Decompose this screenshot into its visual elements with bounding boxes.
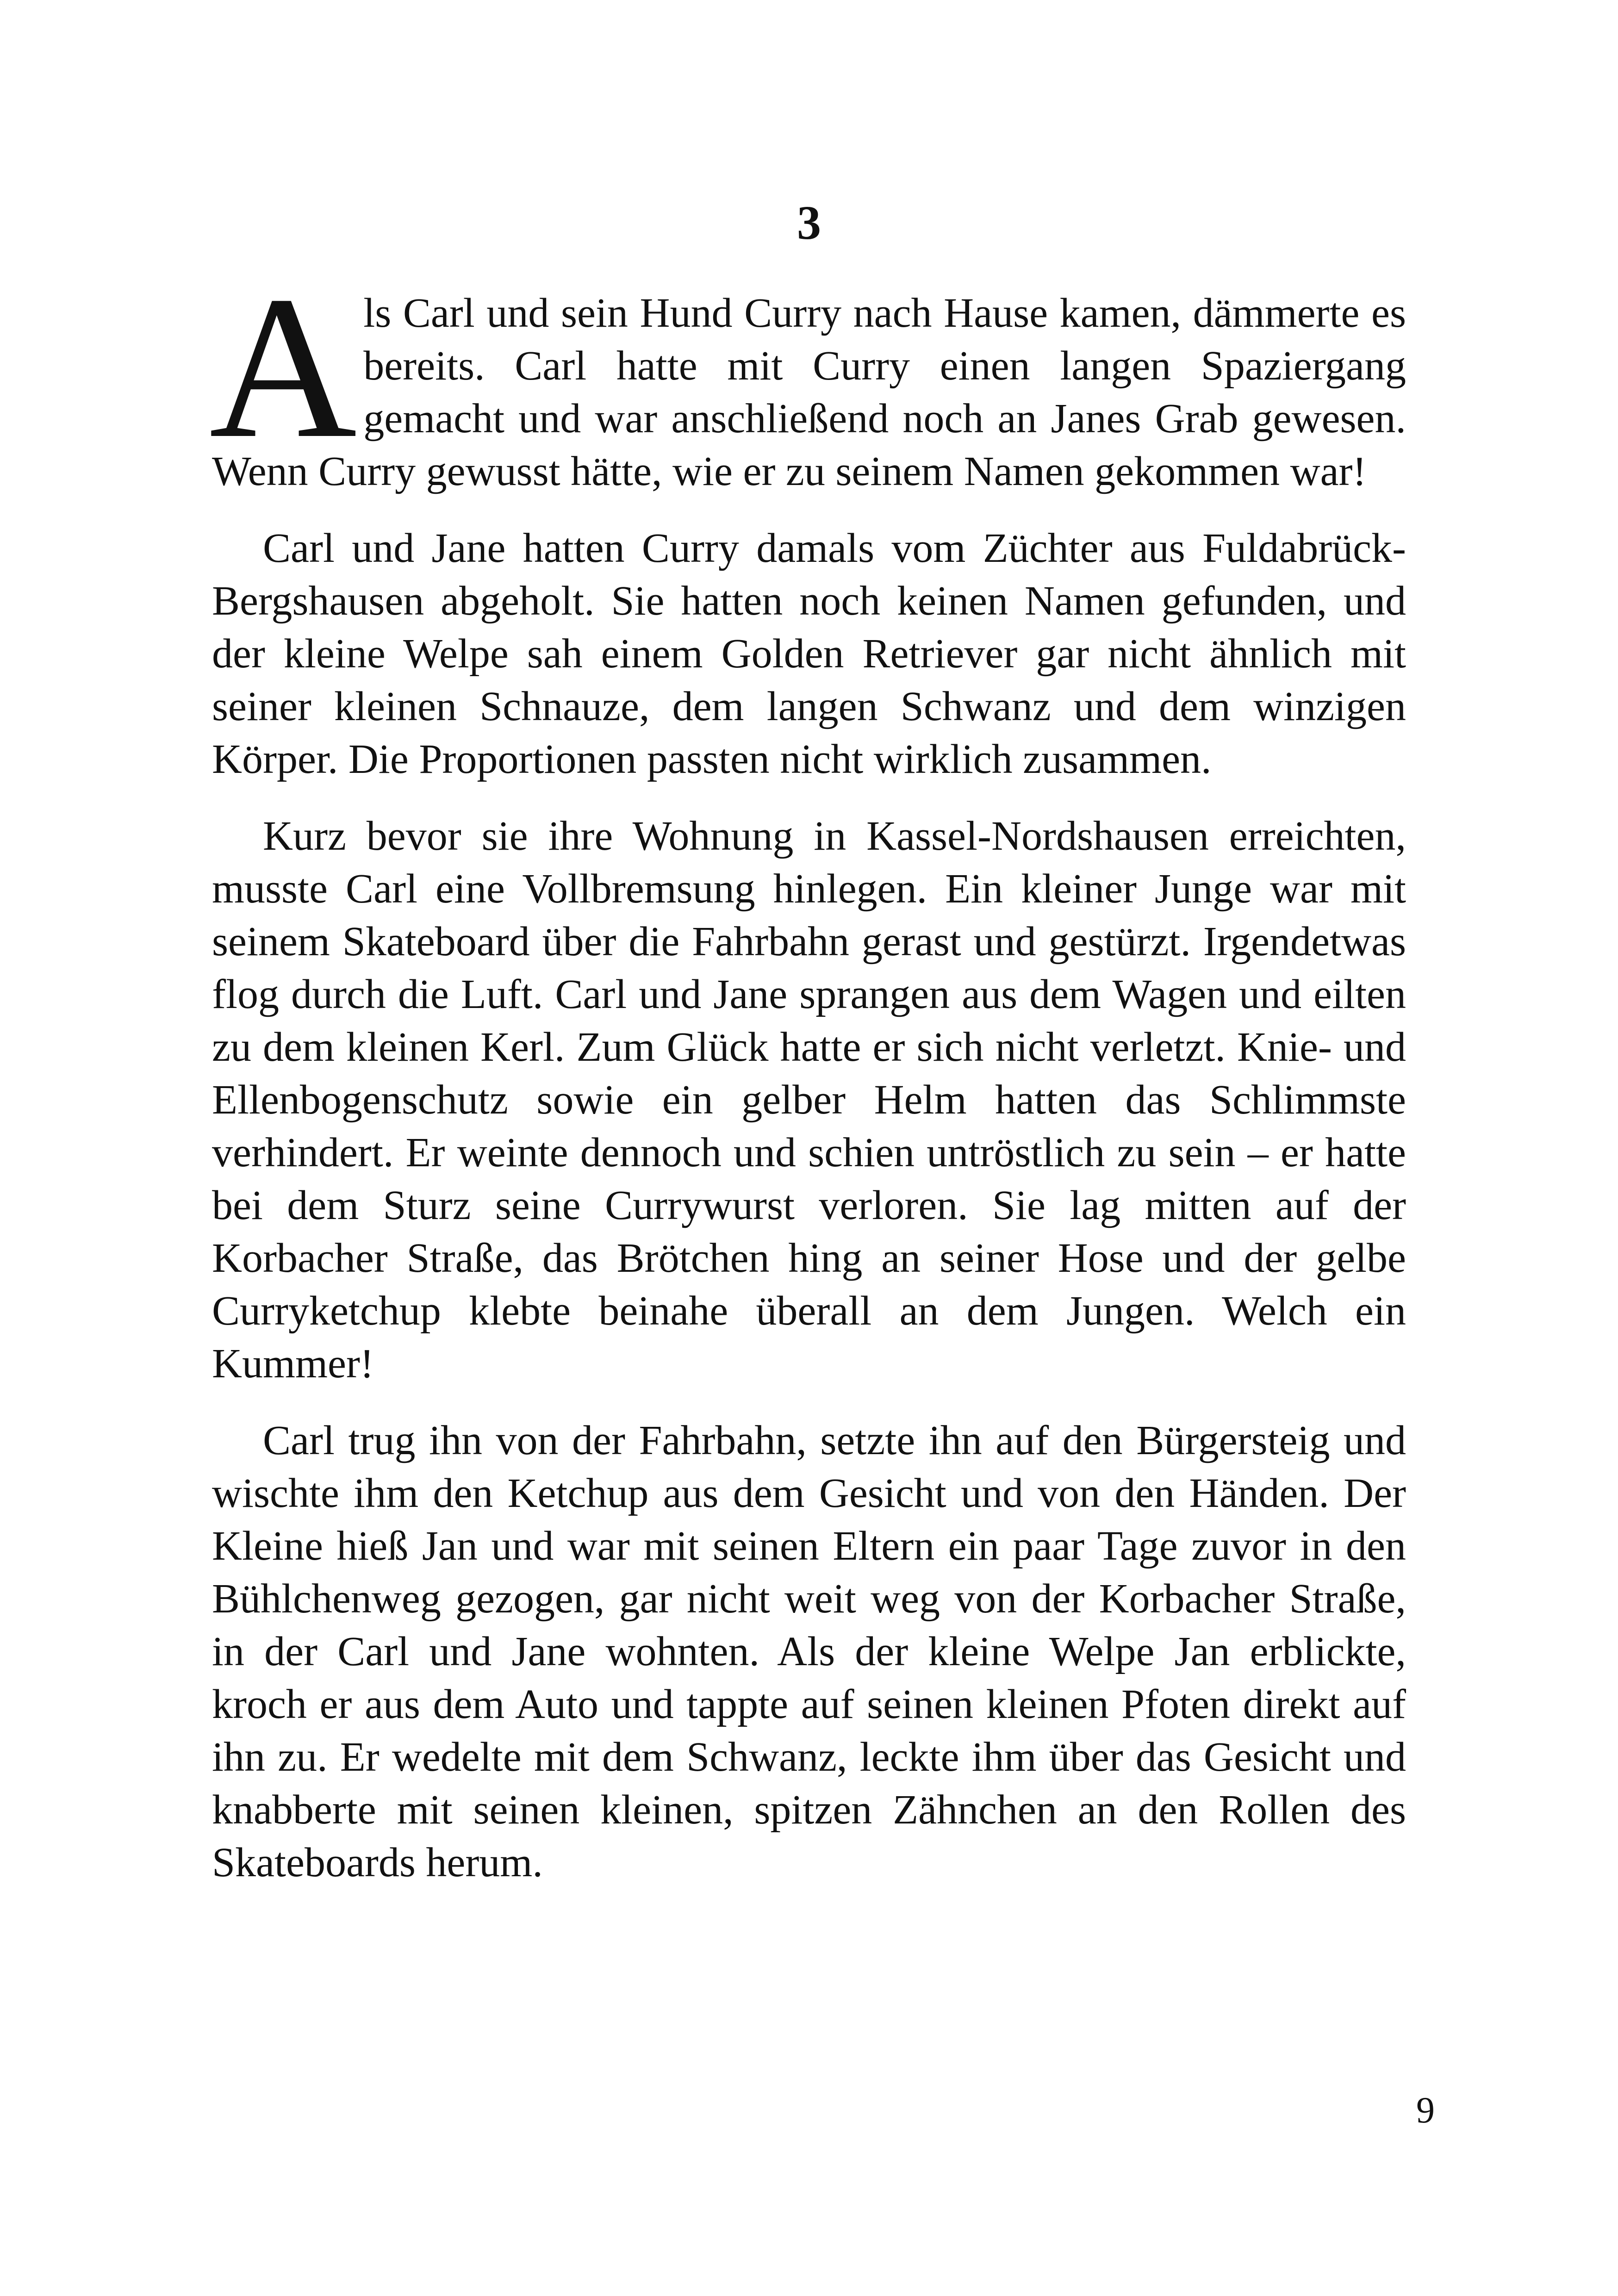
paragraph-2: Carl und Jane hatten Curry damals vom Züchter aus Fuldabrück-Bergshausen abgeholt. Sie hatten noch keinen Namen gefunden, und der kleine Welpe sah einem Golden Retriever gar nicht ähnlich mit seiner kleinen Schnauze, dem langen Schwanz und dem winzigen Körper. Die Proportionen passten nicht wirklich zusammen.	[212, 525, 1406, 782]
chapter-number: 3	[797, 196, 821, 249]
paragraph-4: Carl trug ihn von der Fahrbahn, setzte ihn auf den Bürgersteig und wischte ihm den Ketchup aus dem Gesicht und von den Händen. Der Kleine hieß Jan und war mit seinen Eltern ein paar Tage zuvor in den Bühlchenweg gezogen, gar nicht weit weg von der Korbacher Straße, in der Carl und Jane wohnten. Als der kleine Welpe Jan erblickte, kroch er aus dem Auto und tappte auf seinen kleinen Pfoten direkt auf ihn zu. Er wedelte mit dem Schwanz, leckte ihm über das Gesicht und knabberte mit seinen kleinen, spitzen Zähnchen an den Rollen des Skateboards herum.	[212, 1418, 1406, 1885]
paragraph-1-text: ls Carl und sein Hund Curry nach Hause kamen, dämmerte es bereits. Carl hatte mit Curry einen langen Spaziergang gemacht und war anschließend noch an Janes Grab gewesen. Wenn Curry gewusst hätte, wie er zu seinem Namen gekommen war!	[212, 290, 1406, 494]
drop-cap: A	[209, 254, 357, 480]
paragraph-3: Kurz bevor sie ihre Wohnung in Kassel-Nordshausen erreichten, musste Carl eine Vollbremsung hinlegen. Ein kleiner Junge war mit seinem Skateboard über die Fahrbahn gerast und gestürzt. Irgendetwas flog durch die Luft. Carl und Jane sprangen aus dem Wagen und eilten zu dem kleinen Kerl. Zum Glück hatte er sich nicht verletzt. Knie- und Ellenbogenschutz sowie ein gelber Helm hatten das Schlimmste verhindert. Er weinte dennoch und schien untröstlich zu sein – er hatte bei dem Sturz seine Currywurst verloren. Sie lag mitten auf der Korbacher Straße, das Brötchen hing an seiner Hose und der gelbe Curryketchup klebte beinahe überall an dem Jungen. Welch ein Kummer!	[212, 813, 1406, 1387]
paragraph-1	[209, 254, 1406, 498]
chapter-text	[209, 254, 1406, 1889]
page-number: 9	[1416, 2090, 1435, 2131]
